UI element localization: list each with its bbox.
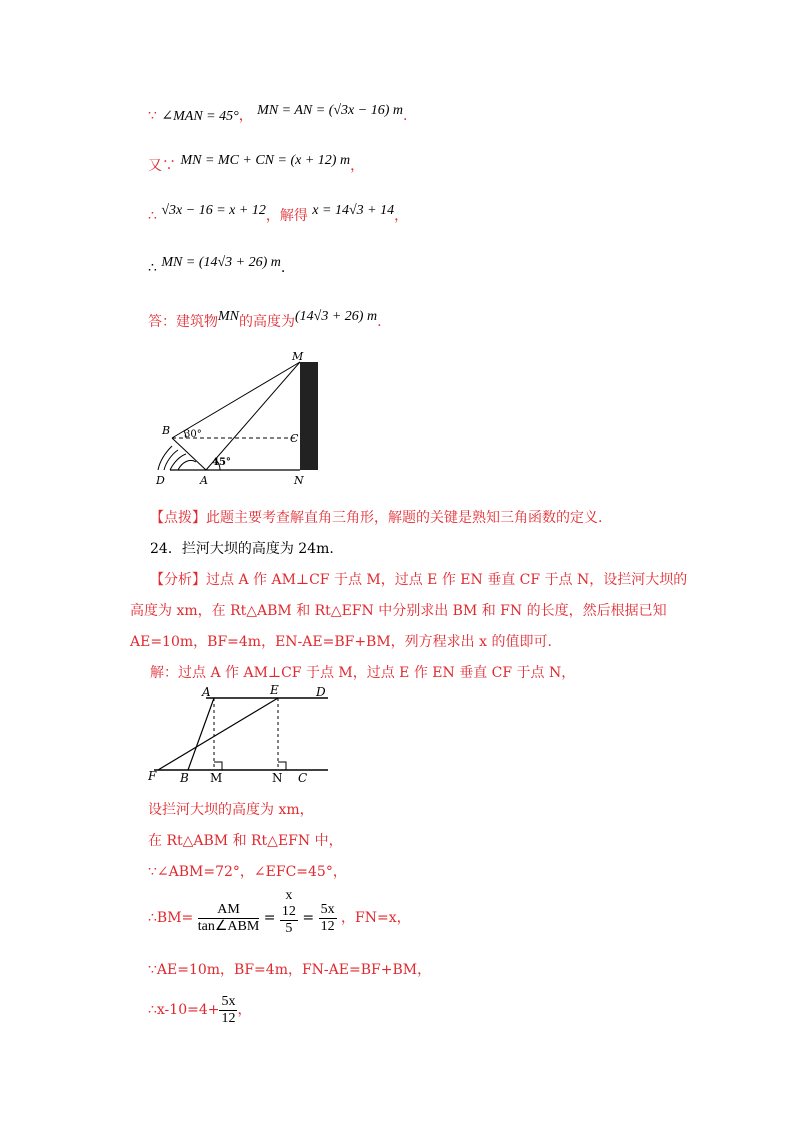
hint-paragraph — [130, 503, 690, 534]
equation-mn-mc-cn: MN = MC + CN = (x + 12) m — [180, 153, 351, 168]
figure-dam — [148, 684, 338, 784]
stairs-shape — [158, 446, 196, 470]
fraction-denominator: 12 — [221, 1010, 236, 1026]
label-d: D — [316, 685, 326, 699]
comma: ， — [394, 208, 409, 224]
label-d: D — [156, 474, 165, 487]
fn-equals-x: ，FN=x， — [341, 910, 411, 926]
step-1: 设拦河大坝的高度为 xm， — [148, 802, 314, 818]
answer-prefix: 答：建筑物 — [148, 314, 218, 330]
therefore-symbol: ∴ — [148, 260, 157, 276]
fraction-nested — [280, 888, 298, 937]
fraction-numerator: 5x — [221, 993, 236, 1009]
label-b: B — [180, 771, 189, 784]
label-a: A — [202, 685, 211, 699]
label-c: C — [290, 432, 299, 445]
building-rect — [300, 362, 318, 470]
label-e: E — [270, 684, 279, 697]
separator: ， — [238, 108, 253, 124]
solve-text: ，解得 — [265, 208, 308, 224]
line-1 — [148, 103, 408, 127]
fraction-denominator: tan∠ABM — [197, 918, 260, 934]
step-3: ∵∠ABM=72°，∠EFC=45°， — [148, 864, 347, 880]
label-b: B — [162, 424, 171, 437]
answer-mid: 的高度为 — [239, 314, 295, 330]
step-5: ∵AE=10m，BF=4m，FN-AE=BF+BM， — [148, 962, 432, 978]
period: . — [377, 314, 382, 330]
q24-solution-text: 解：过点 A 作 AM⊥CF 于点 M，过点 E 作 EN 垂直 CF 于点 N， — [150, 665, 576, 681]
step-6 — [148, 990, 251, 1030]
q24-answer — [130, 534, 690, 565]
line-3 — [148, 203, 409, 227]
nested-top-x: x — [285, 887, 293, 903]
fraction-numerator: AM — [198, 902, 260, 919]
bm-prefix: ∴BM= — [148, 910, 194, 926]
label-n: N — [272, 771, 283, 784]
nested-num: 12 — [281, 903, 296, 919]
q24-analysis — [130, 565, 690, 658]
figure-building — [150, 348, 330, 488]
step-2: 在 Rt△ABM 和 Rt△EFN 中， — [148, 833, 343, 849]
therefore-symbol: ∴ — [148, 208, 157, 224]
because-symbol: ∵ — [148, 108, 157, 124]
label-30: 30° — [184, 429, 202, 440]
line-am — [206, 362, 300, 470]
label-m: M — [210, 771, 223, 784]
equation-mn-result: MN = (14√3 + 26) m — [161, 255, 281, 270]
line-bm — [172, 362, 300, 438]
label-c: C — [298, 771, 308, 784]
equation-mn-an: MN = AN = (√3x − 16) m — [257, 103, 403, 118]
q24-analysis-text: 【分析】过点 A 作 AM⊥CF 于点 M，过点 E 作 EN 垂直 CF 于点 N，设拦河大坝的高度为 xm，在 Rt△ABM 和 Rt△EFN 中分别求出 BM 和 FN 的长度，然后根据已知 AE=10m，BF=4m，EN-AE=BF+BM，列方程求出 x 的值即可. — [130, 572, 688, 650]
line-ba — [188, 698, 214, 770]
also-because: 又∵ — [148, 158, 176, 174]
line-fe — [158, 698, 278, 770]
period: . — [402, 108, 408, 124]
comma: ， — [350, 158, 365, 174]
right-angle-m — [214, 762, 222, 770]
equals-sign-2: = — [302, 910, 315, 926]
equation-prefix: ∴x-10=4+ — [148, 1002, 220, 1018]
fraction-am-tan — [198, 902, 260, 935]
comma: ， — [237, 1002, 252, 1018]
label-a: A — [200, 474, 208, 487]
right-angle-n — [278, 762, 286, 770]
line-2 — [148, 153, 365, 177]
hint-text: 【点拨】此题主要考查解直角三角形，解题的关键是熟知三角函数的定义. — [150, 510, 603, 526]
equation-sqrt3x: √3x − 16 = x + 12 — [161, 203, 266, 218]
fraction-5x-12 — [219, 994, 237, 1027]
label-45: 45° — [212, 457, 231, 468]
equals-sign: = — [263, 910, 276, 926]
nested-den: 5 — [285, 920, 293, 936]
line-4 — [148, 255, 286, 279]
answer-value: (14√3 + 26) m — [295, 309, 378, 324]
label-m: M — [292, 350, 304, 363]
mn-symbol: MN — [218, 309, 239, 324]
line-ba — [172, 438, 206, 470]
label-n: N — [294, 474, 304, 487]
fraction-5x-12 — [319, 902, 337, 935]
angle-man: ∠MAN = 45° — [161, 109, 239, 124]
step-4 — [148, 887, 411, 946]
equation-x-value: x = 14√3 + 14 — [312, 203, 395, 218]
q24-answer-text: 24．拦河大坝的高度为 24m. — [150, 541, 334, 557]
fraction-denominator: 12 — [320, 918, 335, 934]
line-5 — [148, 309, 382, 333]
period: . — [280, 260, 286, 276]
label-f: F — [148, 769, 157, 783]
fraction-numerator: 5x — [320, 901, 335, 917]
